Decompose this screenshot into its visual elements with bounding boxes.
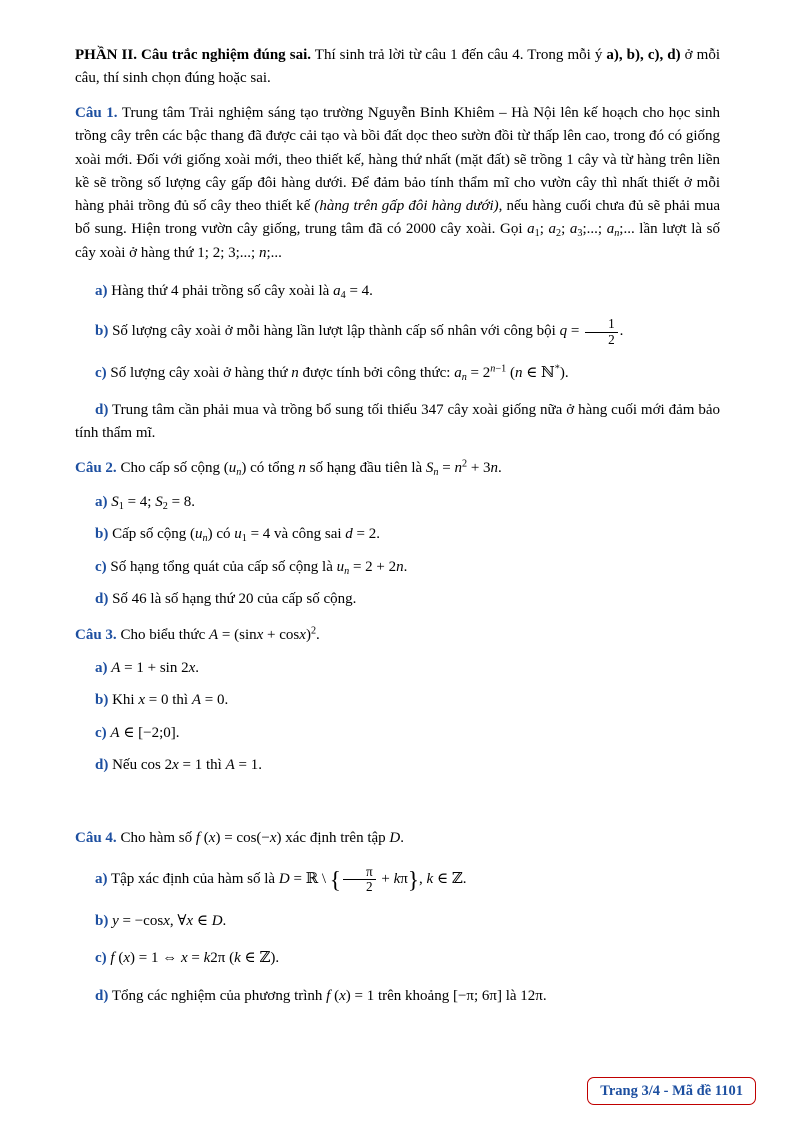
- question-item: d) Tổng các nghiệm của phương trình f (x) = 1 trên khoảng [−π; 6π] là 12π.: [95, 987, 547, 1004]
- question-item: b) Khi x = 0 thì A = 0.: [95, 692, 229, 709]
- item-label: d): [95, 987, 109, 1004]
- item-label: b): [95, 526, 109, 542]
- item-label: c): [95, 950, 107, 966]
- item-label: b): [95, 912, 109, 929]
- question-item: a) Tập xác định của hàm số là D = ℝ \ { $\frac{\pi}{2}$ + kπ}, k ∈ ℤ.: [95, 864, 467, 895]
- page-number-label: Trang 3/4 - Mã đề 1101: [600, 1083, 743, 1099]
- item-label: c): [95, 558, 107, 575]
- question-body: Câu 2. Cho cấp số cộng $(u_n)$ có tổng n số hạng đầu tiên là $S_n = n^2 + 3n$.: [75, 458, 502, 479]
- item-label: d): [95, 757, 109, 774]
- item-label: c): [95, 364, 107, 381]
- item-label: a): [95, 493, 108, 510]
- question-item: d) Số 46 là số hạng thứ 20 của cấp số cộng.: [95, 591, 357, 607]
- question-item: d) Trung tâm cần phải mua và trồng bổ sung tối thiểu 347 cây xoài giống nữa ở hàng cuối mới đảm bảo tính thẩm mĩ.: [75, 402, 720, 441]
- question-item: a) $S_1 = 4$; $S_2 = 8$.: [95, 493, 196, 512]
- question-block: [75, 102, 720, 444]
- question-block: [75, 827, 720, 1007]
- question-body: Câu 3. Cho biểu thức $A = (\sin x + \cos x)^2$.: [75, 624, 320, 643]
- questions-container: [75, 102, 720, 1007]
- question-label: Câu 4.: [75, 829, 117, 846]
- item-label: d): [95, 402, 109, 419]
- question-label: Câu 3.: [75, 626, 117, 643]
- item-label: a): [95, 659, 108, 676]
- question-item: b) Số lượng cây xoài ở mỗi hàng lần lượt lập thành cấp số nhân với công bội q = $\frac{1}{2}$ .: [95, 316, 624, 347]
- question-item: a) A = 1 + sin 2x.: [95, 659, 200, 676]
- item-label: c): [95, 724, 107, 741]
- item-label: d): [95, 591, 109, 607]
- question-body: Câu 4. Cho hàm số f (x) = cos(−x) xác định trên tập D.: [75, 829, 404, 846]
- question-item: a) Hàng thứ 4 phải trồng số cây xoài là $a_4 = 4$.: [95, 282, 373, 301]
- question-item: b) Cấp số cộng $(u_n)$ có $u_1 = 4$ và công sai d = 2.: [95, 526, 380, 544]
- question-item: c) Số hạng tổng quát của cấp số cộng là $u_n = 2 + 2n$.: [95, 558, 408, 577]
- item-label: a): [95, 282, 108, 299]
- page-footer-badge: [587, 1077, 756, 1105]
- item-label: b): [95, 692, 109, 709]
- question-item: d) Nếu cos 2x = 1 thì A = 1.: [95, 757, 262, 774]
- question-item: c) Số lượng cây xoài ở hàng thứ n được tính bởi công thức: $a_n = 2^{n-1}$ (n ∈ ℕ*).: [95, 363, 569, 383]
- question-body: Câu 1. Trung tâm Trải nghiệm sáng tạo trường Nguyễn Bỉnh Khiêm – Hà Nội lên kế hoạch cho học sinh trồng cây trên các bậc thang đã được cải tạo và bồi đất dọc theo sườn đồi từ thấp lên cao, trong đó có giống xoài mới. Đối với giống xoài mới, theo thiết kế, hàng thứ nhất (mặt đất) sẽ trồng 1 cây và từ hàng trên liền kề sẽ trồng số lượng cây gấp đôi hàng dưới. Để đảm bảo tính thẩm mĩ cho vườn cây thì nhất thiết ở mỗi hàng phải trồng đủ số cây theo thiết kế (hàng trên gấp đôi hàng dưới), nếu hàng cuối chưa đủ sẽ phải mua bổ sung. Hiện trong vườn cây giống, trung tâm đã có 2000 cây xoài. Gọi $a_1$; $a_2$; $a_3$;...; $a_n$;... lần lượt là số cây xoài ở hàng thứ 1; 2; 3;...; n;...: [75, 105, 721, 261]
- question-block: [75, 624, 720, 777]
- item-label: b): [95, 323, 109, 340]
- question-label: Câu 2.: [75, 460, 117, 477]
- question-label: Câu 1.: [75, 105, 118, 121]
- question-block: [75, 457, 720, 610]
- question-item: c) A ∈ [−2;0].: [95, 724, 180, 741]
- question-item: c) f (x) = 1 ⇔ x = k2π (k ∈ ℤ).: [95, 950, 280, 966]
- section-header: PHẦN II. Câu trắc nghiệm đúng sai. Thí sinh trả lời từ câu 1 đến câu 4. Trong mỗi ý a), b), c), d) ở mỗi câu, thí sinh chọn đúng hoặc sai.: [75, 47, 720, 86]
- question-item: b) y = −cosx, ∀x ∈ D.: [95, 912, 227, 929]
- item-label: a): [95, 871, 108, 888]
